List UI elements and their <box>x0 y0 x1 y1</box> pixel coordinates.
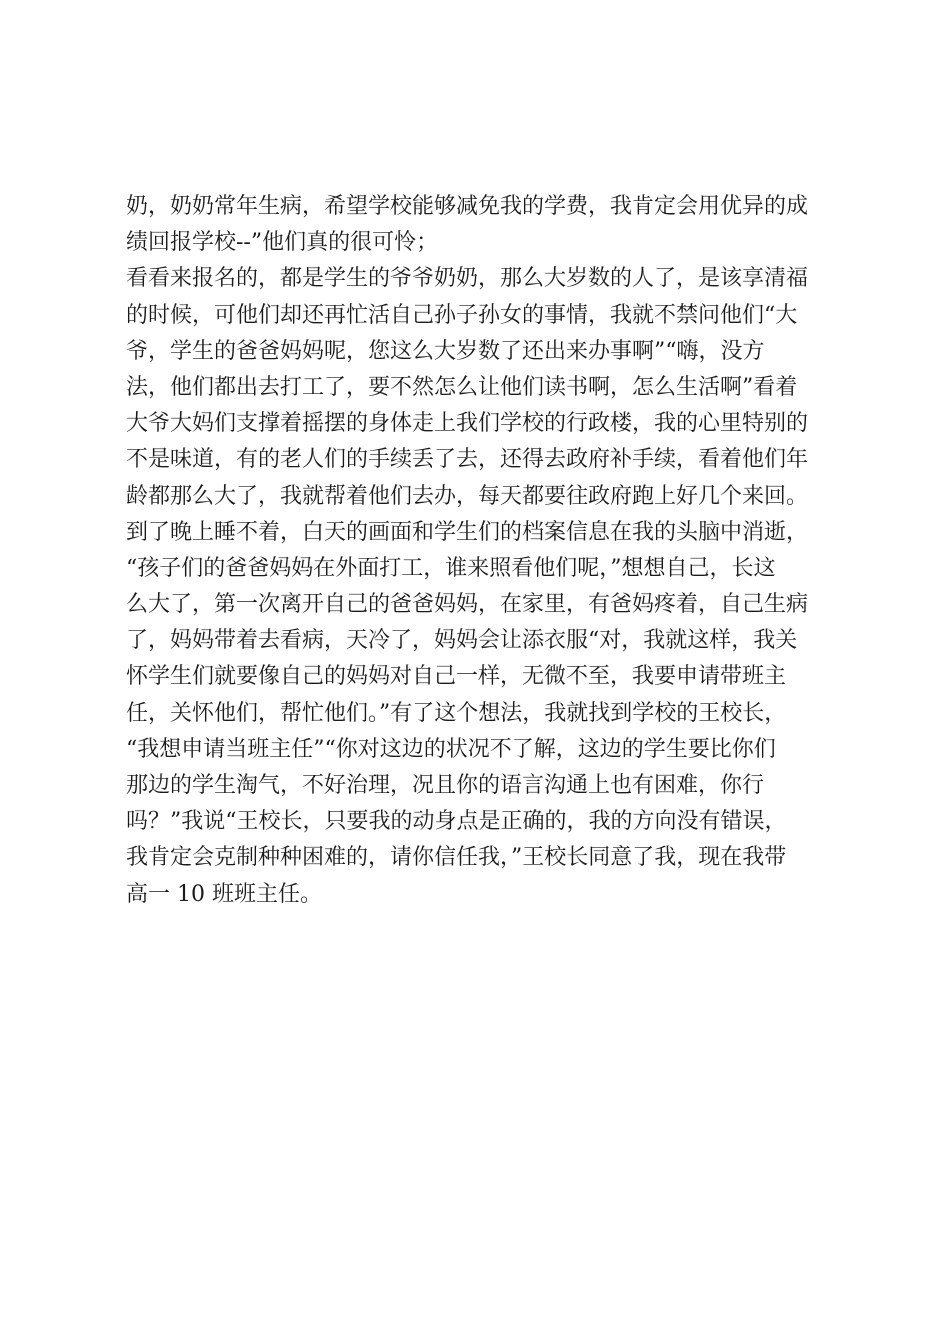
text-line: 么大了，第一次离开自己的爸爸妈妈，在家里，有爸妈疼着，自己生病 <box>126 592 809 618</box>
text-line: 不是味道，有的老人们的手续丢了去，还得去政府补手续，看着他们年 <box>126 447 809 473</box>
text-line: 怀学生们就要像自己的妈妈对自己一样，无微不至，我要申请带班主 <box>126 664 787 690</box>
text-line: 法，他们都出去打工了，要不然怎么让他们读书啊，怎么生活啊”看着 <box>126 374 798 400</box>
text-line: 了，妈妈带着去看病，天冷了，妈妈会让添衣服“对，我就这样，我关 <box>126 628 798 654</box>
text-line: 奶，奶奶常年生病，希望学校能够减免我的学费，我肯定会用优异的成 <box>126 194 809 219</box>
text-line: 吗？”我说“王校长，只要我的动身点是正确的，我的方向没有错误， <box>126 809 787 835</box>
text-line: “我想申请当班主任”“你对这边的状况不了解，这边的学生要比你们 <box>126 736 776 762</box>
body-text <box>126 189 834 913</box>
text-line: “孩子们的爸爸妈妈在外面打工，谁来照看他们呢，”想想自己，长这 <box>126 555 776 581</box>
text-line: 我肯定会克制种种困难的，请你信任我，”王校长同意了我，现在我带 <box>126 845 787 871</box>
text-line: 到了晚上睡不着，白天的画面和学生们的档案信息在我的头脑中消逝， <box>126 519 809 545</box>
text-line: 爷，学生的爸爸妈妈呢，您这么大岁数了还出来办事啊”“嗨，没方 <box>126 338 765 364</box>
text-line: 任，关怀他们，帮忙他们。”有了这个想法，我就找到学校的王校长， <box>126 700 787 726</box>
text-line: 看看来报名的，都是学生的爷爷奶奶，那么大岁数的人了，是该享清福 <box>126 266 809 292</box>
text-line: 龄都那么大了，我就帮着他们去办，每天都要往政府跑上好几个来回。 <box>126 483 809 509</box>
text-line: 绩回报学校--”他们真的很可怜； <box>126 230 439 256</box>
text-line: 大爷大妈们支撑着摇摆的身体走上我们学校的行政楼，我的心里特别的 <box>126 411 809 437</box>
text-line: 的时候，可他们却还再忙活自己孙子孙女的事情，我就不禁问他们“大 <box>126 302 798 328</box>
text-line: 那边的学生淘气，不好治理，况且你的语言沟通上也有困难，你行 <box>126 773 765 798</box>
text-line: 高一 10 班班主任。 <box>126 881 322 907</box>
